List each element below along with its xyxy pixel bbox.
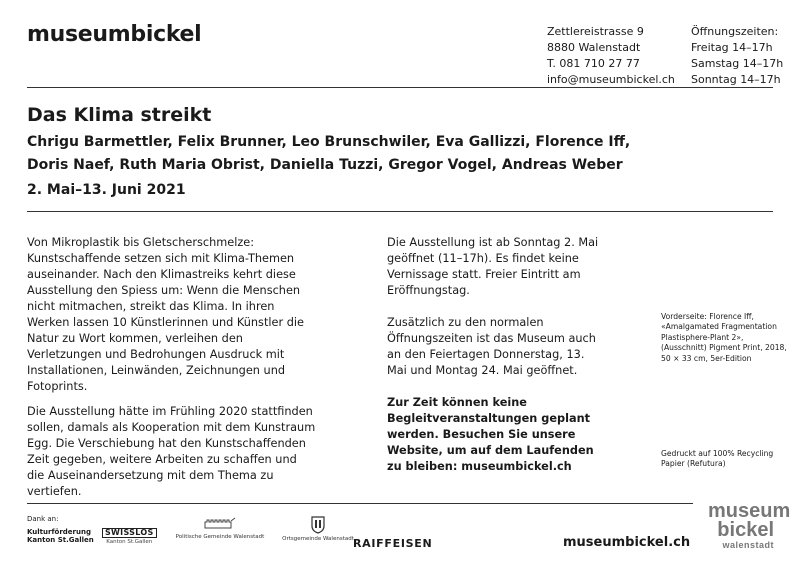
ortsgemeinde-label: Ortsgemeinde Walenstadt	[282, 536, 354, 542]
description-paragraph-1: Von Mikroplastik bis Gletscherschmelze: Kunstschaffende setzen sich mit Klima-Themen auseinander. Nach den Klimastreiks kehrt diese Ausstellung den Spiess um: Wenn die Menschen nicht mitmachen, streikt das Klima. In ihren Werken lassen 10 Künstlerinnen und Künstler die Natur zu Wort kommen, verleihen den Verletzungen und Bedrohungen Ausdruck mit Installationen, Leinwänden, Zeichnungen und Fotoprints.	[27, 236, 304, 393]
opening-hours	[691, 24, 783, 88]
divider-middle	[27, 211, 773, 212]
city: 8880 Walenstadt	[547, 41, 641, 54]
castle-icon	[165, 517, 275, 530]
sponsor-raiffeisen: RAIFFEISEN	[353, 537, 433, 550]
sponsor-ortsgemeinde	[277, 516, 359, 542]
artists-line-1: Chrigu Barmettler, Felix Brunner, Leo Brunschwiler, Eva Gallizzi, Florence Iff,	[27, 134, 631, 150]
sponsor-kulturfoerderung	[27, 528, 94, 544]
logo-bickel: bickel	[717, 519, 774, 541]
email: info@museumbickel.ch	[547, 73, 675, 86]
sponsor-politische-gemeinde	[165, 517, 275, 540]
info-column	[387, 235, 602, 491]
divider-top	[27, 87, 773, 88]
logo-museum: museum	[708, 500, 791, 522]
divider-bottom	[27, 503, 693, 504]
exhibition-dates: 2. Mai–13. Juni 2021	[27, 182, 186, 198]
website-link[interactable]: museumbickel.ch	[563, 535, 691, 550]
hours-heading: Öffnungszeiten:	[691, 25, 779, 38]
sponsor-swisslos	[102, 528, 157, 546]
street: Zettlereistrasse 9	[547, 25, 644, 38]
cover-caption: Vorderseite: Florence Iff, «Amalgamated Fragmentation Plastisphere-Plant 2», (Ausschnitt) Pigment Print, 2018, 50 × 33 cm, 5er-Edition	[661, 312, 787, 363]
museum-bickel-logo	[708, 500, 791, 550]
logo-walenstadt: walenstadt	[722, 540, 774, 550]
phone: T. 081 710 27 77	[547, 57, 640, 70]
events-notice: Zur Zeit können keine Begleitveranstaltungen geplant werden. Besuchen Sie unsere Website, um auf dem Laufenden zu bleiben: museumbickel.ch	[387, 396, 594, 473]
description-paragraph-2: Die Ausstellung hätte im Frühling 2020 stattfinden sollen, damals als Kooperation mit dem Kunstraum Egg. Die Verschiebung hat den Kunstschaffenden Zeit gegeben, weitere Arbeiten zu schaffen und die Auseinandersetzung mit dem Thema zu vertiefen.	[27, 405, 316, 498]
artist-list	[27, 131, 767, 177]
swisslos-subtitle: Kanton St.Gallen	[106, 539, 153, 545]
holiday-info: Zusätzlich zu den normalen Öffnungszeiten ist das Museum auch an den Feiertagen Donnerstag, 13. Mai und Montag 24. Mai geöffnet.	[387, 316, 596, 377]
description-column	[27, 235, 317, 509]
contact-address	[547, 24, 675, 88]
artists-line-2: Doris Naef, Ruth Maria Obrist, Daniella Tuzzi, Gregor Vogel, Andreas Weber	[27, 157, 623, 173]
museum-logo: museumbickel	[27, 22, 202, 47]
thanks-label: Dank an:	[27, 515, 59, 523]
exhibition-title: Das Klima streikt	[27, 104, 212, 126]
coat-of-arms-icon	[277, 516, 359, 534]
hours-saturday: Samstag 14–17h	[691, 57, 784, 70]
opening-info: Die Ausstellung ist ab Sonntag 2. Mai geöffnet (11–17h). Es findet keine Vernissage statt. Freier Eintritt am Eröffnungstag.	[387, 236, 599, 297]
sponsor-kulturfoerderung-line2: Kanton St.Gallen	[27, 536, 94, 544]
swisslos-logo: SWISSLOS	[102, 528, 157, 538]
politische-gemeinde-label: Politische Gemeinde Walenstadt	[175, 534, 265, 540]
print-note: Gedruckt auf 100% Recycling Papier (Refutura)	[661, 449, 774, 469]
hours-sunday: Sonntag 14–17h	[691, 73, 781, 86]
hours-friday: Freitag 14–17h	[691, 41, 773, 54]
sponsor-kulturfoerderung-line1: Kulturförderung	[27, 528, 91, 536]
